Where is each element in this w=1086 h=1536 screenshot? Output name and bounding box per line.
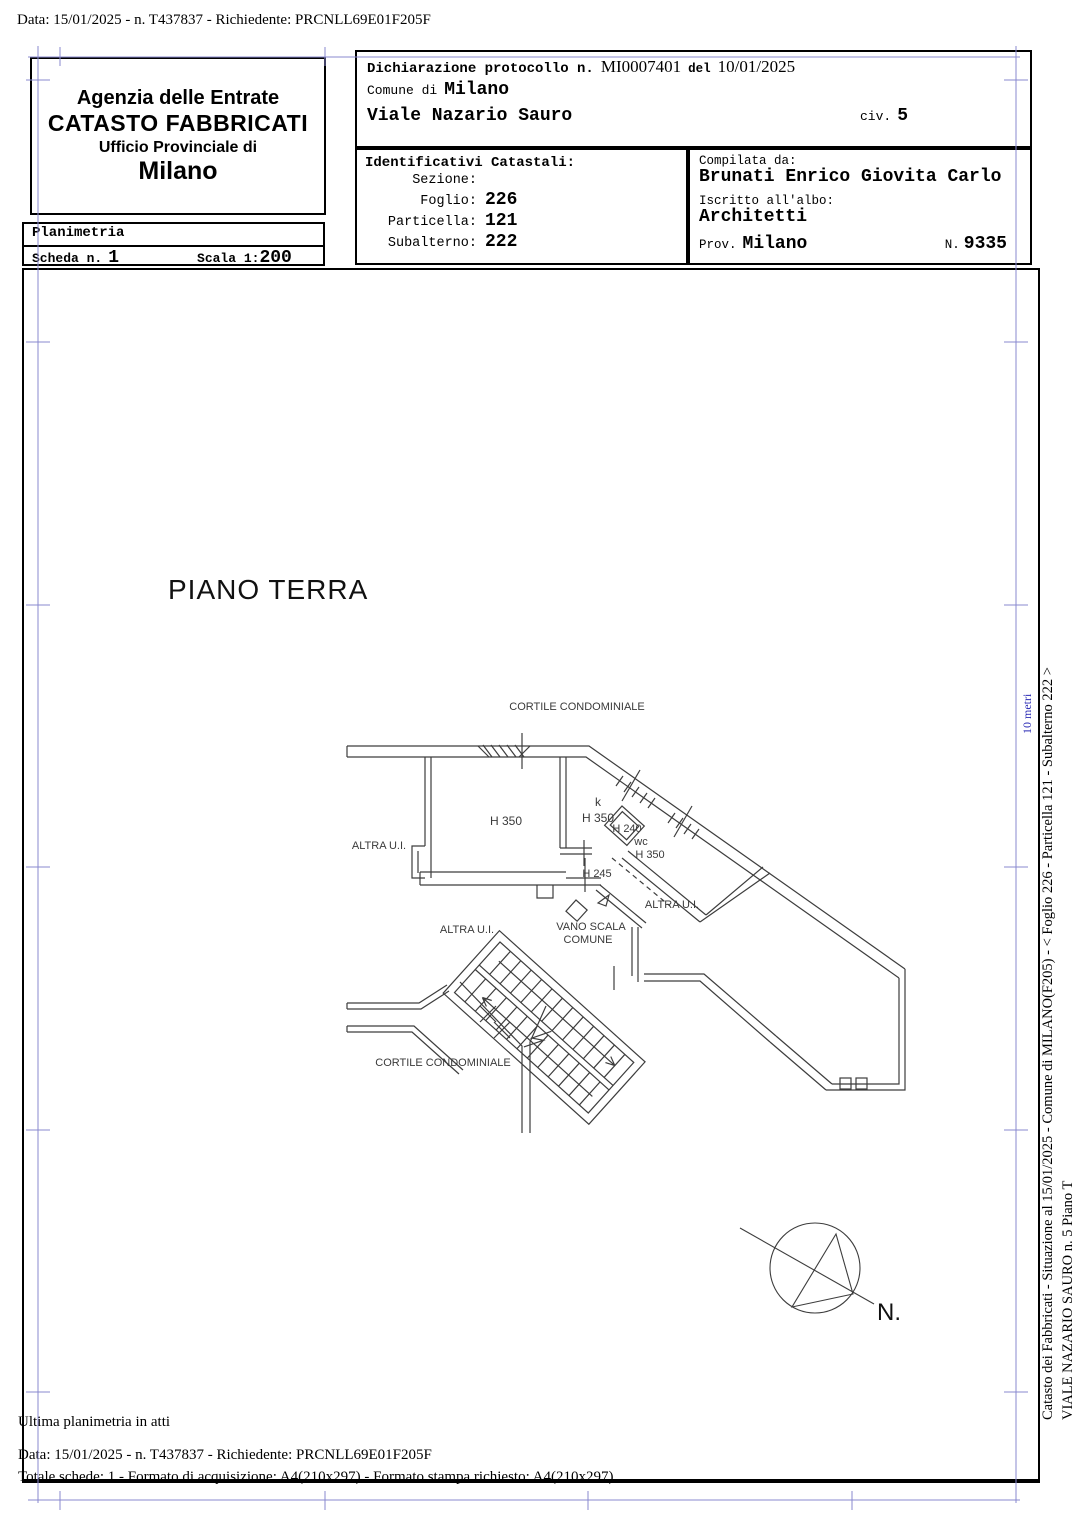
label-cortile-top: CORTILE CONDOMINIALE: [509, 701, 645, 713]
comune-row: [367, 80, 1020, 100]
comune-label: Comune di: [367, 83, 438, 98]
label-cortile-bottom: CORTILE CONDOMINIALE: [375, 1057, 511, 1069]
floor-title: PIANO TERRA: [168, 574, 369, 605]
prov-value: Milano: [742, 234, 808, 254]
drawing-frame-box: [22, 268, 1040, 1483]
identificativi-title: Identificativi Catastali:: [365, 155, 576, 171]
foglio-value: 226: [485, 190, 518, 210]
scala-value: 200: [259, 248, 292, 268]
identificativi-box: [355, 148, 688, 265]
label-h350-wc: H 350: [635, 849, 665, 861]
civ-label: civ.: [859, 109, 892, 124]
albo-number-value: 9335: [963, 234, 1007, 254]
compilata-box: [688, 148, 1032, 265]
catasto-title: CATASTO FABBRICATI: [47, 109, 309, 136]
particella-label: Particella:: [387, 215, 477, 230]
del-label: del: [688, 62, 711, 76]
civ-value: 5: [897, 106, 908, 126]
albo-value: Architetti: [699, 207, 808, 227]
subalterno-label: Subalterno:: [387, 236, 477, 251]
office-label: Ufficio Provinciale di: [98, 138, 258, 156]
scheda-row: [24, 247, 323, 269]
protocol-date: 10/01/2025: [717, 57, 796, 76]
label-h240: H 240: [612, 823, 642, 835]
footer-data: Data: 15/01/2025 - n. T437837 - Richiedente: PRCNLL69E01F205F: [18, 1447, 432, 1463]
planimetria-box: [22, 222, 325, 266]
label-altra-ui-left-top: ALTRA U.I.: [351, 840, 407, 852]
label-h350-main: H 350: [489, 814, 523, 828]
albo-number-label: N.: [944, 238, 960, 252]
side-text-line1: Catasto dei Fabbricati - Situazione al 15/01/2025 - Comune di MILANO(F205) - < Foglio 226 - Particella 121 - Subalterno 222 >: [1040, 667, 1056, 1420]
label-vano-scala: VANO SCALA: [556, 921, 626, 933]
label-h350-k: H 350: [581, 811, 615, 825]
agency-header-box: [30, 57, 326, 215]
footer-ultima: Ultima planimetria in atti: [18, 1414, 171, 1430]
declaration-box: [355, 50, 1032, 148]
label-altra-ui-left-mid: ALTRA U.I.: [439, 924, 495, 936]
street-name: Viale Nazario Sauro: [367, 106, 573, 126]
particella-value: 121: [485, 211, 518, 231]
side-text-line2: VIALE NAZARIO SAURO n. 5 Piano T: [1060, 1180, 1076, 1420]
scheda-label: Scheda n.: [32, 251, 103, 266]
street-row: [367, 106, 1020, 126]
comune-value: Milano: [444, 80, 510, 100]
subalterno-value: 222: [485, 232, 518, 252]
label-wc: wc: [634, 836, 648, 848]
foglio-label: Foglio:: [420, 194, 477, 209]
label-north: N.: [877, 1299, 901, 1326]
label-altra-ui-right: ALTRA U.I.: [644, 899, 700, 911]
scheda-value: 1: [108, 248, 120, 268]
footer-totale: Totale schede: 1 - Formato di acquisizione: A4(210x297) - Formato stampa richiesto: A4(210x297): [18, 1469, 614, 1485]
albo-label: Iscritto all'albo:: [699, 194, 835, 208]
planimetria-title: Planimetria: [24, 224, 323, 247]
compilata-label: Compilata da:: [699, 154, 797, 168]
scale-marker-label: 10 metri: [1020, 693, 1034, 734]
agency-name: Agenzia delle Entrate: [76, 86, 280, 109]
label-comune: COMUNE: [563, 934, 613, 946]
label-h245: H 245: [582, 868, 612, 880]
prov-label: Prov.: [699, 238, 737, 252]
top-request-line: Data: 15/01/2025 - n. T437837 - Richiedente: PRCNLL69E01F205F: [17, 12, 431, 28]
protocol-number: MI0007401: [600, 57, 682, 76]
sezione-label: Sezione:: [412, 173, 477, 188]
scala-label: Scala 1:: [197, 251, 260, 266]
office-city: Milano: [138, 156, 218, 185]
protocol-row: [367, 57, 1020, 77]
compilata-name: Brunati Enrico Giovita Carlo: [699, 167, 1002, 187]
side-annotations: [1040, 667, 1076, 1420]
prov-row: [699, 235, 1021, 254]
protocol-label: Dichiarazione protocollo n.: [367, 61, 594, 77]
label-k: k: [595, 795, 601, 809]
